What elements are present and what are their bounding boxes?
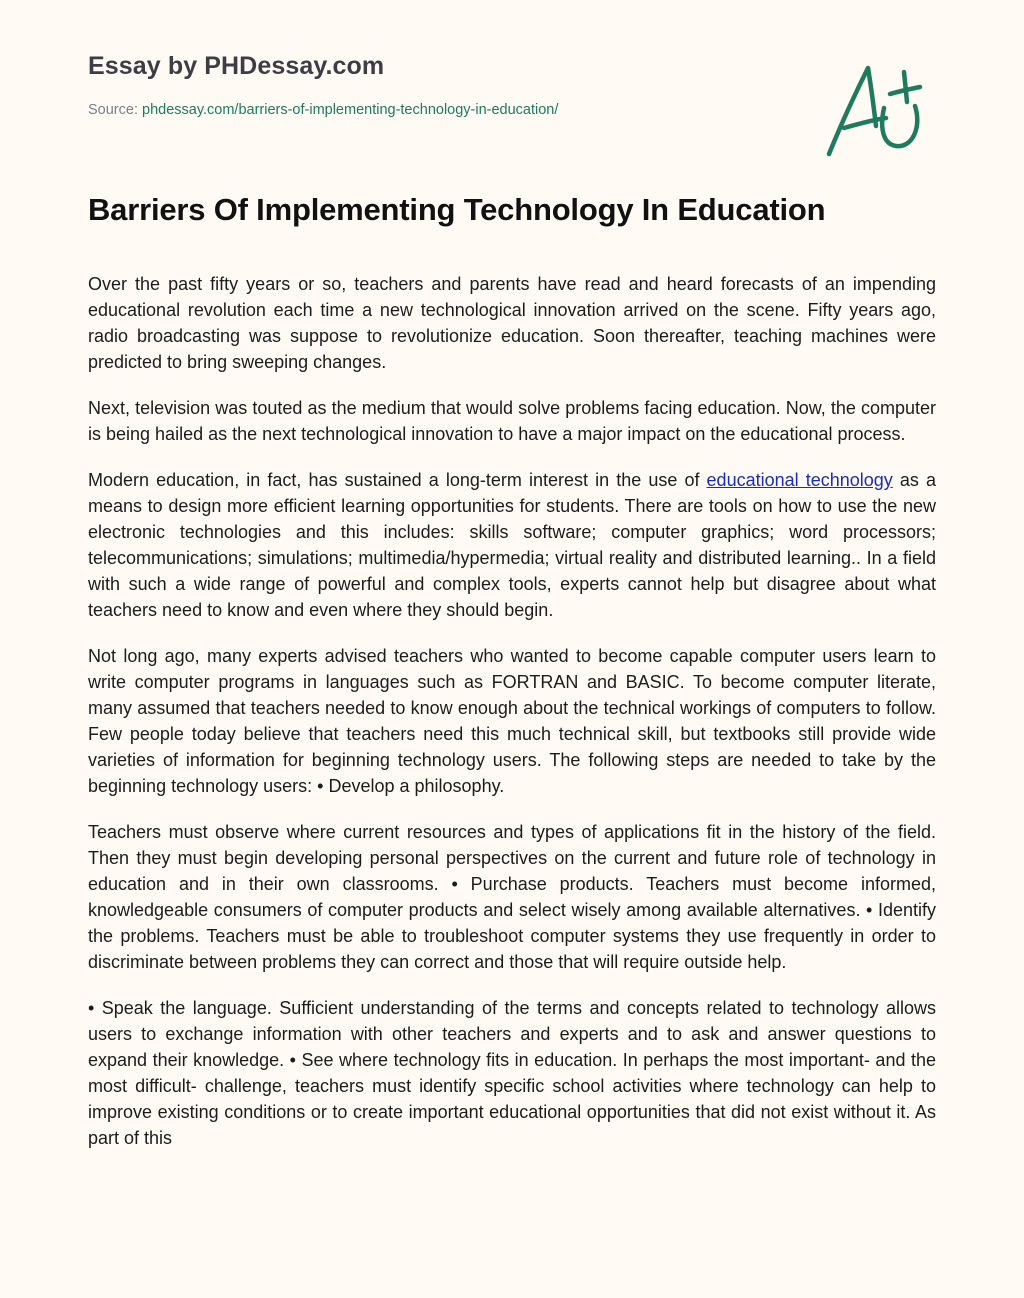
source-label: Source: [88, 102, 142, 118]
essay-body [88, 271, 936, 1250]
site-title: Essay by PHDessay.com [88, 52, 385, 80]
paragraph-text: Modern education, in fact, has sustained a long-term interest in the use of [88, 470, 707, 490]
source-line [88, 100, 558, 120]
paragraph: Over the past fifty years or so, teachers and parents have read and heard forecasts of an impending educational revolution each time a new technological innovation arrived on the scene. Fifty years ago, radio broadcasting was suppose to revolutionize education. Soon thereafter, teaching machines were predicted to bring sweeping changes. [88, 274, 936, 372]
site-header [88, 48, 936, 118]
paragraph [88, 467, 936, 623]
paragraph: Not long ago, many experts advised teachers who wanted to become capable computer users learn to write computer programs in languages such as FORTRAN and BASIC. To become computer literate, many assumed that teachers needed to know enough about the technical workings of computers to follow. Few people today believe that teachers need this much technical skill, but textbooks still provide wide varieties of information for beginning technology users. The following steps are needed to take by the beginning technology users: • Develop a philosophy. [88, 646, 936, 796]
educational-technology-link[interactable]: educational technology [706, 470, 893, 490]
paragraph-text: as a means to design more efficient learning opportunities for students. There are tools on how to use the new electronic technologies and this includes: skills software; computer graphics; word processors; telecommunications; simulations; multimedia/hypermedia; virtual reality and distributed learning.. In a field with such a wide range of powerful and complex tools, experts cannot help but disagree about what teachers need to know and even where they should begin. [88, 470, 936, 620]
paragraph: Next, television was touted as the medium that would solve problems facing education. Now, the computer is being hailed as the next technological innovation to have a major impact on the educational process. [88, 398, 936, 444]
source-link[interactable]: phdessay.com/barriers-of-implementing-technology-in-education/ [142, 102, 559, 118]
paragraph: • Speak the language. Sufficient understanding of the terms and concepts related to technology allows users to exchange information with other teachers and experts and to ask and answer questions to expand their knowledge. • See where technology fits in education. In perhaps the most important- and the most difficult- challenge, teachers must identify specific school activities where technology can help to improve existing conditions or to create important educational opportunities that did not exist without it. As part of this [88, 998, 936, 1148]
essay-title: Barriers Of Implementing Technology In Education [88, 192, 826, 227]
paragraph: Teachers must observe where current resources and types of applications fit in the history of the field. Then they must begin developing personal perspectives on the current and future role of technology in education and in their own classrooms. • Purchase products. Teachers must become informed, knowledgeable consumers of computer products and select wisely among available alternatives. • Identify the problems. Teachers must be able to troubleshoot computer systems they use frequently in order to discriminate between problems they can correct and those that will require outside help. [88, 822, 936, 972]
a-plus-grade-icon [820, 62, 930, 162]
